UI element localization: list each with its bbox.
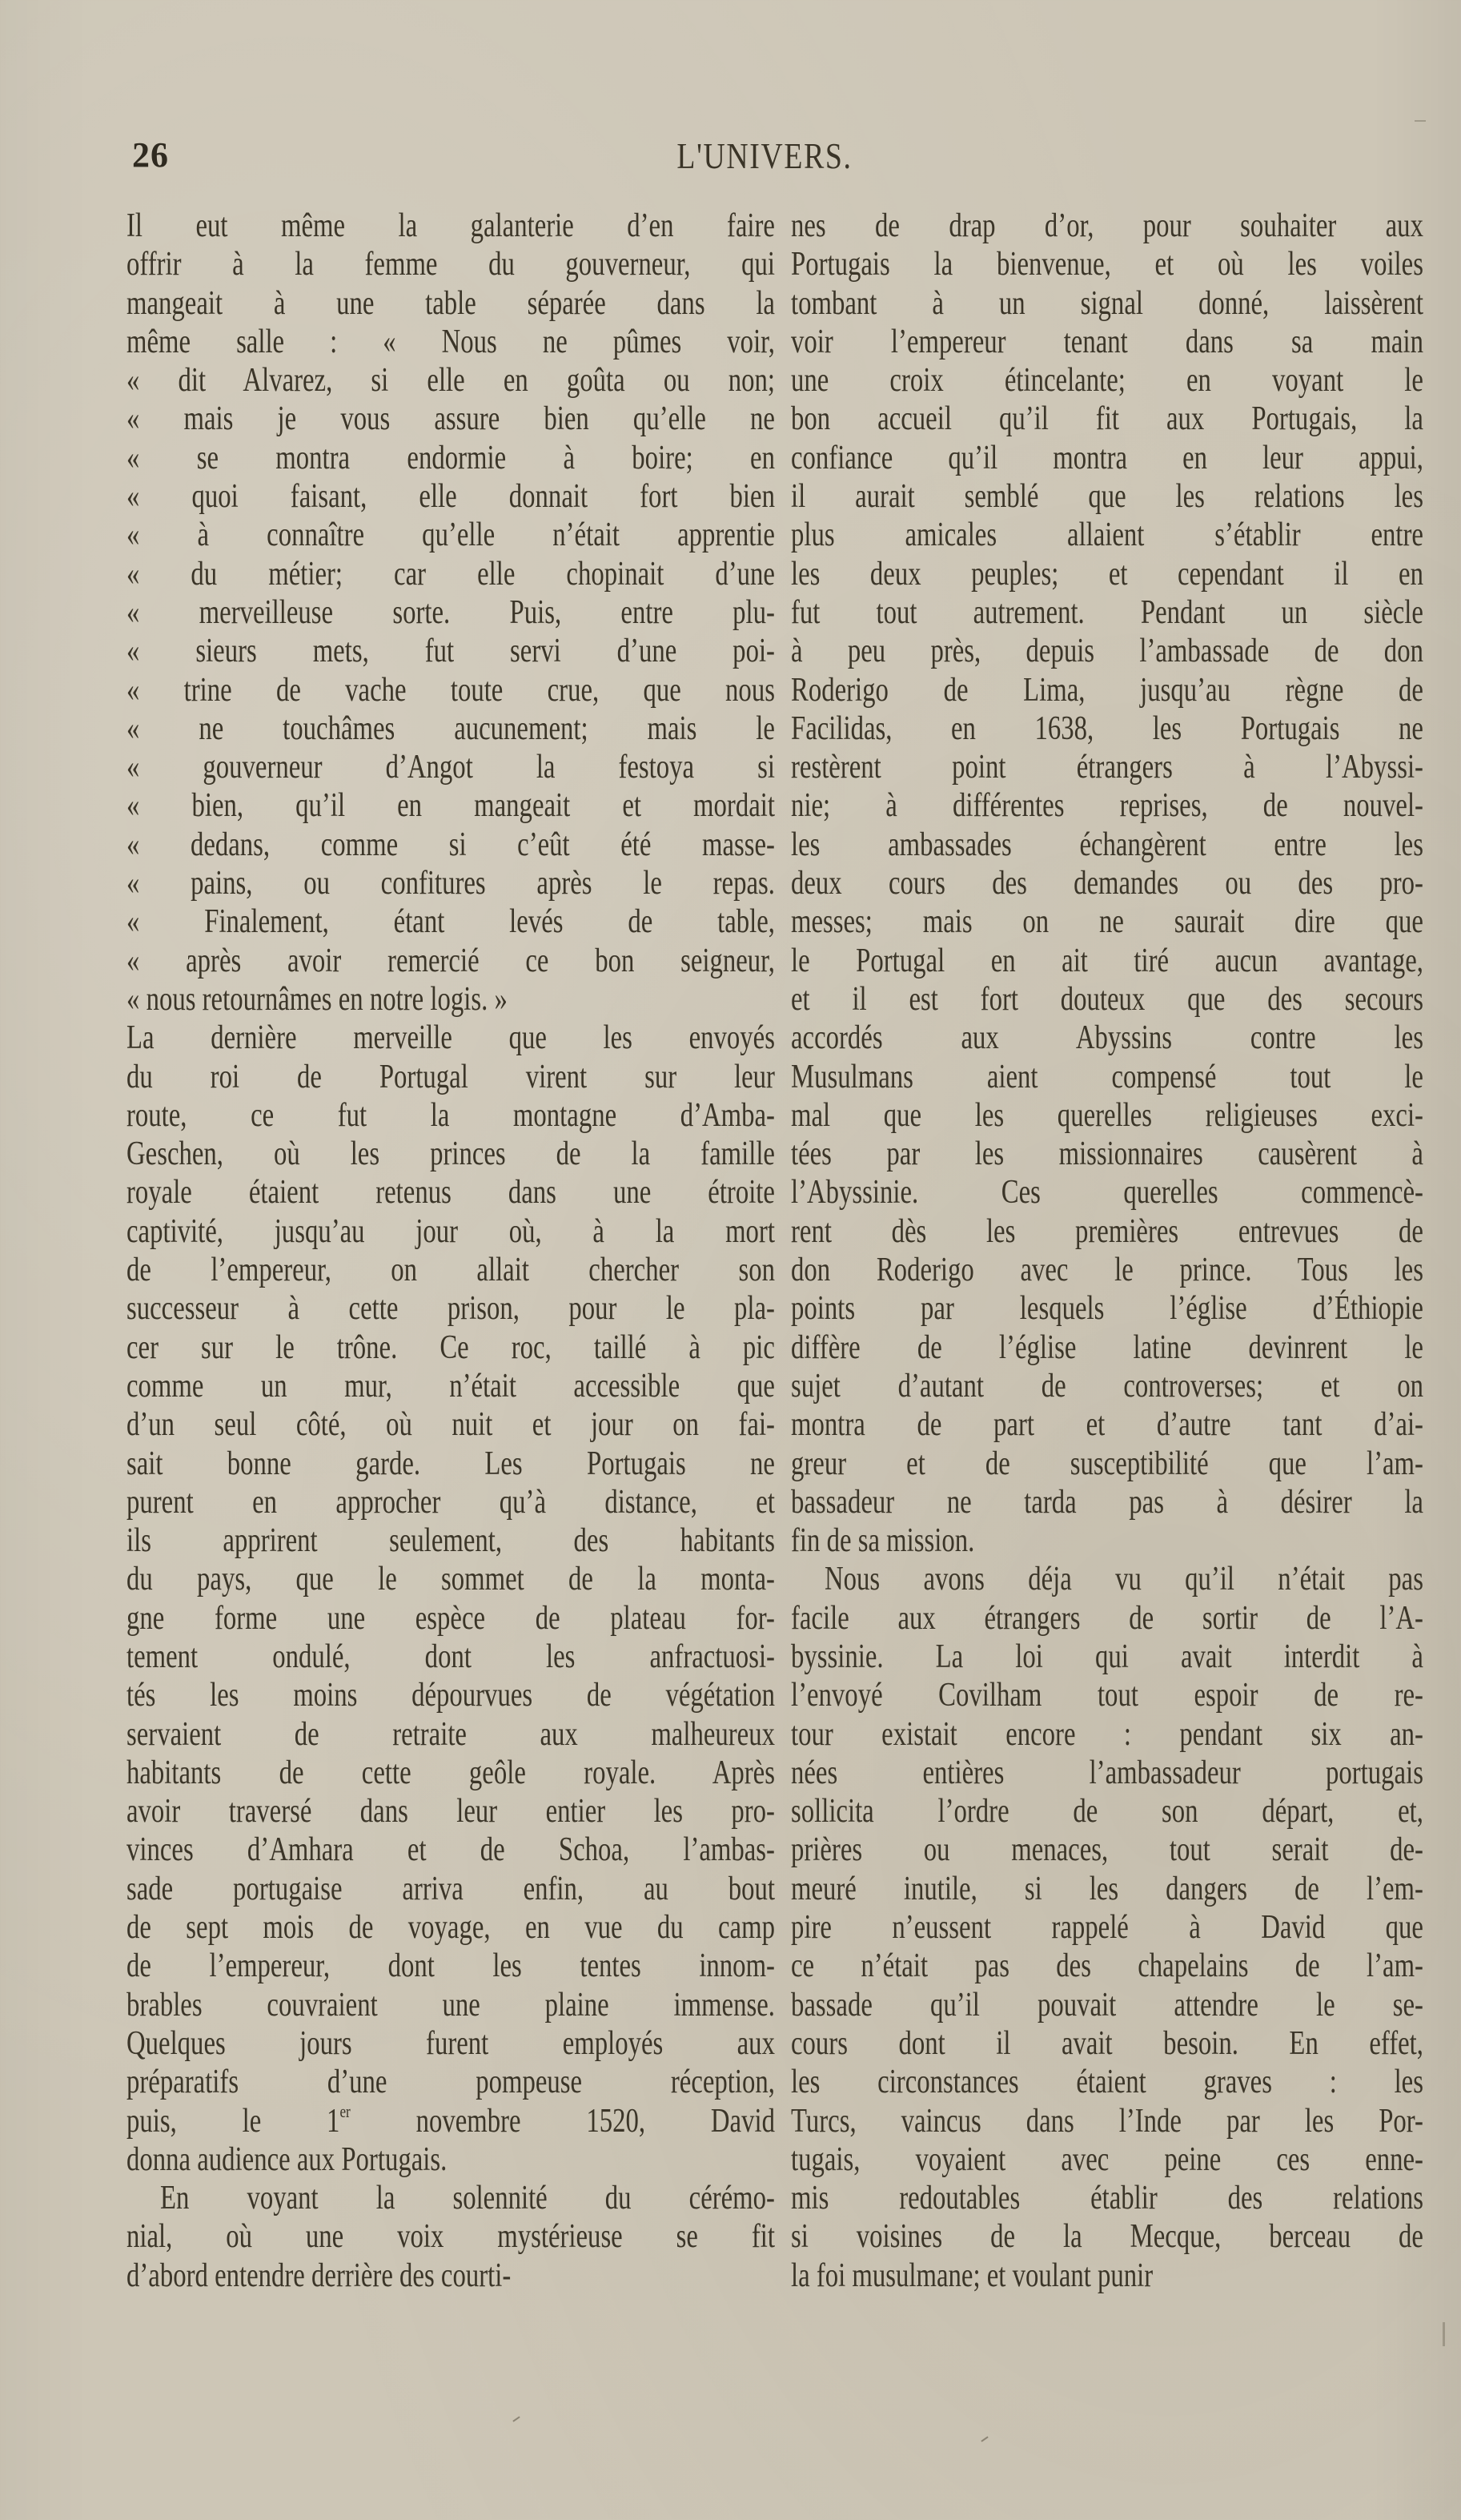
text-line <box>791 2063 1423 2101</box>
text-line <box>791 1986 1423 2024</box>
text-line <box>791 748 1423 786</box>
text-line <box>126 748 775 786</box>
text-line <box>126 2140 775 2179</box>
text-line-content: nie; à différentes reprises, de nouvel- <box>791 787 1423 825</box>
text-line-content: comme un mur, n’était accessible que <box>126 1367 775 1405</box>
text-line-content: nes de drap d’or, pour souhaiter aux <box>791 207 1423 244</box>
text-line <box>791 1096 1423 1135</box>
text-line <box>791 1289 1423 1328</box>
text-line <box>126 361 775 400</box>
running-title: L'UNIVERS. <box>676 135 853 176</box>
text-line <box>126 902 775 941</box>
text-line-content: et il est fort douteux que des secours <box>791 980 1423 1018</box>
text-line-content: tour existait encore : pendant six an- <box>791 1715 1423 1753</box>
text-line <box>791 245 1423 283</box>
text-line-content: sait bonne garde. Les Portugais ne <box>126 1445 775 1482</box>
text-line-content: Turcs, vaincus dans l’Inde par les Por- <box>791 2102 1423 2140</box>
text-line-content: « dedans, comme si c’eût été masse- <box>126 826 775 863</box>
text-line <box>126 2063 775 2101</box>
text-line <box>126 671 775 709</box>
text-line <box>791 2140 1423 2179</box>
text-line-content: rent dès les premières entrevues de <box>791 1212 1423 1250</box>
text-line <box>126 942 775 980</box>
text-line-content: l’envoyé Covilham tout espoir de re- <box>791 1677 1423 1714</box>
text-line <box>126 593 775 632</box>
text-line-content: « gouverneur d’Angot la festoya si <box>126 749 775 786</box>
text-line <box>791 439 1423 477</box>
text-line-content: route, ce fut la montagne d’Amba- <box>126 1096 775 1134</box>
text-line-content: donna audience aux Portugais. <box>126 2140 448 2178</box>
text-line <box>791 1405 1423 1444</box>
text-line-content: purent en approcher qu’à distance, et <box>126 1483 775 1521</box>
text-line <box>126 1638 775 1676</box>
text-line-content: brables couvraient une plaine immense. <box>126 1986 775 2024</box>
text-line <box>791 1947 1423 1985</box>
text-line <box>791 284 1423 323</box>
text-line <box>126 2217 775 2256</box>
text-line-content: don Roderigo avec le prince. Tous les <box>791 1252 1423 1289</box>
text-line-content: tugais, voyaient avec peine ces enne- <box>791 2140 1423 2178</box>
text-line-content: La dernière merveille que les envoyés <box>126 1019 775 1057</box>
text-line-content: « après avoir remercié ce bon seigneur, <box>126 942 775 979</box>
text-line-content: voir l’empereur tenant dans sa main <box>791 323 1423 360</box>
text-line <box>126 1908 775 1947</box>
text-line-content: Facilidas, en 1638, les Portugais ne <box>791 709 1423 747</box>
text-line-content: tés les moins dépourvues de végétation <box>126 1677 775 1714</box>
text-line <box>126 709 775 748</box>
text-line-content: restèrent point étrangers à l’Abyssi- <box>791 749 1423 786</box>
text-line <box>126 1405 775 1444</box>
text-line <box>126 1483 775 1521</box>
text-line-content: fin de sa mission. <box>791 1522 975 1560</box>
text-line <box>126 2102 775 2140</box>
text-line <box>791 1367 1423 1405</box>
text-line <box>126 1986 775 2024</box>
text-line-content: byssinie. La loi qui avait interdit à <box>791 1638 1423 1675</box>
text-line-content: bon accueil qu’il fit aux Portugais, la <box>791 400 1423 438</box>
text-line-content: confiance qu’il montra en leur appui, <box>791 439 1423 476</box>
text-line-content: l’Abyssinie. Ces querelles commencè- <box>791 1174 1423 1212</box>
running-header <box>132 135 1397 183</box>
text-line <box>791 2179 1423 2217</box>
text-line <box>791 1870 1423 1908</box>
page-edge-mark <box>1415 120 1426 122</box>
text-line-content: meuré inutile, si les dangers de l’em- <box>791 1870 1423 1907</box>
text-line <box>791 1521 1423 1560</box>
text-line <box>791 1212 1423 1251</box>
text-line <box>791 477 1423 516</box>
text-line-content: diffère de l’église latine devinrent le <box>791 1328 1423 1366</box>
text-line <box>126 1367 775 1405</box>
text-line <box>791 555 1423 593</box>
text-line-content: les deux peuples; et cependant il en <box>791 555 1423 593</box>
text-line-content: mal que les querelles religieuses exci- <box>791 1096 1423 1134</box>
text-line <box>791 1560 1423 1598</box>
text-line <box>126 1754 775 1792</box>
text-line-content: les circonstances étaient graves : les <box>791 2064 1423 2101</box>
text-line-content: « dit Alvarez, si elle en goûta ou non; <box>126 362 775 400</box>
text-line <box>126 2257 775 2295</box>
text-line <box>126 1058 775 1096</box>
text-line <box>791 709 1423 748</box>
text-line <box>791 1831 1423 1869</box>
text-line <box>791 942 1423 980</box>
text-line <box>126 1289 775 1328</box>
text-line-content: nées entières l’ambassadeur portugais <box>791 1754 1423 1791</box>
text-line-content: sollicita l’ordre de son départ, et, <box>791 1793 1423 1831</box>
text-line <box>126 864 775 902</box>
text-line <box>126 1251 775 1289</box>
text-line <box>126 1212 775 1251</box>
text-line <box>791 1676 1423 1714</box>
text-line-content: « pains, ou confitures après le repas. <box>126 865 775 902</box>
text-line-content: Portugais la bienvenue, et où les voiles <box>791 246 1423 283</box>
text-line-content: « à connaître qu’elle n’était apprentie <box>126 516 775 554</box>
text-line-content: du roi de Portugal virent sur leur <box>126 1058 775 1095</box>
text-line-content: il aurait semblé que les relations les <box>791 478 1423 516</box>
text-line <box>126 1096 775 1135</box>
text-fragment: novembre 1520, David <box>350 2102 775 2140</box>
text-line-content: à peu près, depuis l’ambassade de don <box>791 633 1423 670</box>
text-line-content: deux cours des demandes ou des pro- <box>791 865 1423 902</box>
text-line <box>126 1173 775 1212</box>
text-line <box>126 786 775 825</box>
text-line <box>126 1445 775 1483</box>
text-line <box>126 1715 775 1754</box>
right-text-column <box>791 207 1423 2295</box>
text-line-content: fut tout autrement. Pendant un siècle <box>791 593 1423 631</box>
text-line-content: Musulmans aient compensé tout le <box>791 1058 1423 1095</box>
text-line-content: nial, où une voix mystérieuse se fit <box>126 2218 775 2256</box>
text-line-content: les ambassades échangèrent entre les <box>791 826 1423 863</box>
text-line <box>791 1792 1423 1831</box>
text-line <box>126 207 775 245</box>
text-line <box>791 1715 1423 1754</box>
text-line <box>791 2257 1423 2295</box>
ink-speck <box>981 2436 988 2442</box>
text-line-content: prières ou menaces, tout serait de- <box>791 1831 1423 1869</box>
text-line <box>126 516 775 554</box>
text-line-content: de sept mois de voyage, en vue du camp <box>126 1909 775 1947</box>
text-line-content: plus amicales allaient s’établir entre <box>791 516 1423 554</box>
text-line-content: « sieurs mets, fut servi d’une poi- <box>126 633 775 670</box>
text-line-content: gne forme une espèce de plateau for- <box>126 1599 775 1637</box>
text-line-content: facile aux étrangers de sortir de l’A- <box>791 1599 1423 1637</box>
text-line <box>126 1560 775 1598</box>
text-line <box>791 2024 1423 2063</box>
text-line <box>791 1445 1423 1483</box>
text-line-content: Geschen, où les princes de la famille <box>126 1135 775 1173</box>
text-line-content: « du métier; car elle chopinait d’une <box>126 555 775 593</box>
text-line <box>126 439 775 477</box>
text-line <box>791 786 1423 825</box>
text-line-content: servaient de retraite aux malheureux <box>126 1715 775 1753</box>
text-line <box>126 1521 775 1560</box>
text-line-content: pire n’eussent rappelé à David que <box>791 1909 1423 1947</box>
text-line <box>791 1908 1423 1947</box>
text-line-content: « se montra endormie à boire; en <box>126 439 775 476</box>
text-line <box>126 400 775 438</box>
text-line-content: mis redoutables établir des relations <box>791 2180 1423 2217</box>
text-line <box>126 1870 775 1908</box>
text-line <box>126 2024 775 2063</box>
text-line <box>791 1135 1423 1173</box>
text-line <box>126 555 775 593</box>
text-line-content: « merveilleuse sorte. Puis, entre plu- <box>126 593 775 631</box>
text-line <box>126 980 775 1019</box>
text-line <box>126 1676 775 1714</box>
text-line <box>791 826 1423 864</box>
text-line-content: En voyant la solennité du cérémo- <box>160 2180 775 2217</box>
text-line-content: si voisines de la Mecque, berceau de <box>791 2218 1423 2256</box>
text-line-content: cer sur le trône. Ce roc, taillé à pic <box>126 1328 775 1366</box>
text-line-content: sujet d’autant de controverses; et on <box>791 1367 1423 1405</box>
text-line <box>791 980 1423 1019</box>
text-line <box>791 593 1423 632</box>
text-line <box>791 207 1423 245</box>
text-line-content: vinces d’Amhara et de Schoa, l’ambas- <box>126 1831 775 1869</box>
text-line-content: du pays, que le sommet de la monta- <box>126 1561 775 1598</box>
text-line-content: bassade qu’il pouvait attendre le se- <box>791 1986 1423 2024</box>
text-line-content: royale étaient retenus dans une étroite <box>126 1174 775 1212</box>
text-line-content: une croix étincelante; en voyant le <box>791 362 1423 400</box>
text-line-content: de l’empereur, on allait chercher son <box>126 1252 775 1289</box>
text-line <box>791 1019 1423 1057</box>
text-line <box>791 671 1423 709</box>
text-line <box>791 902 1423 941</box>
text-line-content: greur et de susceptibilité que l’am- <box>791 1445 1423 1482</box>
text-line <box>791 516 1423 554</box>
text-line-content: montra de part et d’autre tant d’ai- <box>791 1406 1423 1444</box>
text-line-content: d’abord entendre derrière des courti- <box>126 2257 512 2294</box>
text-line-content: cours dont il avait besoin. En effet, <box>791 2024 1423 2062</box>
text-line <box>791 632 1423 670</box>
text-line <box>791 2217 1423 2256</box>
text-line-content: messes; mais on ne saurait dire que <box>791 903 1423 941</box>
text-line <box>791 1251 1423 1289</box>
text-line <box>126 284 775 323</box>
text-line-content: « mais je vous assure bien qu’elle ne <box>126 400 775 438</box>
text-line <box>791 1058 1423 1096</box>
text-line-content: Il eut même la galanterie d’en faire <box>126 207 775 244</box>
text-line <box>126 323 775 361</box>
text-line <box>126 1947 775 1985</box>
text-line-content: Nous avons déja vu qu’il n’était pas <box>825 1561 1423 1598</box>
text-line-content: la foi musulmane; et voulant punir <box>791 2257 1154 2294</box>
text-line-content: ils apprirent seulement, des habitants <box>126 1522 775 1560</box>
text-line-content: « quoi faisant, elle donnait fort bien <box>126 478 775 516</box>
text-line <box>791 361 1423 400</box>
text-line-content: préparatifs d’une pompeuse réception, <box>126 2064 775 2101</box>
text-line-content: d’un seul côté, où nuit et jour on fai- <box>126 1406 775 1444</box>
text-line <box>126 1328 775 1367</box>
text-line-content: offrir à la femme du gouverneur, qui <box>126 246 775 283</box>
text-line-content: tées par les missionnaires causèrent à <box>791 1135 1423 1173</box>
text-line-content: accordés aux Abyssins contre les <box>791 1019 1423 1057</box>
text-line-content: successeur à cette prison, pour le pla- <box>126 1290 775 1328</box>
text-line-content: « nous retournâmes en notre logis. » <box>126 980 508 1018</box>
text-line-content: bassadeur ne tarda pas à désirer la <box>791 1483 1423 1521</box>
text-line-content: Quelques jours furent employés aux <box>126 2024 775 2062</box>
text-line <box>126 826 775 864</box>
text-line <box>126 2179 775 2217</box>
text-line-content: avoir traversé dans leur entier les pro- <box>126 1793 775 1831</box>
text-line <box>791 864 1423 902</box>
text-line-content: sade portugaise arriva enfin, au bout <box>126 1870 775 1907</box>
text-line-content <box>126 2102 775 2140</box>
text-line-content: ce n’était pas des chapelains de l’am- <box>791 1947 1423 1985</box>
text-line <box>791 1754 1423 1792</box>
ordinal-superscript: er <box>339 2100 351 2121</box>
text-line-content: tombant à un signal donné, laissèrent <box>791 284 1423 322</box>
left-text-column <box>126 207 775 2295</box>
text-line-content: « Finalement, étant levés de table, <box>126 903 775 941</box>
text-line <box>126 1792 775 1831</box>
text-line-content: « trine de vache toute crue, que nous <box>126 671 775 709</box>
text-line-content: le Portugal en ait tiré aucun avantage, <box>791 942 1423 979</box>
text-line-content: « bien, qu’il en mangeait et mordait <box>126 787 775 825</box>
text-line <box>791 1173 1423 1212</box>
text-line-content: mangeait à une table séparée dans la <box>126 284 775 322</box>
text-line <box>791 2102 1423 2140</box>
text-line-content: captivité, jusqu’au jour où, à la mort <box>126 1212 775 1250</box>
text-line <box>126 1831 775 1869</box>
text-line-content: même salle : « Nous ne pûmes voir, <box>126 323 775 360</box>
text-line-content: habitants de cette geôle royale. Après <box>126 1754 775 1791</box>
text-line-content: points par lesquels l’église d’Éthiopie <box>791 1290 1423 1328</box>
text-line <box>791 1328 1423 1367</box>
text-line <box>791 1638 1423 1676</box>
text-fragment: puis, le 1 <box>126 2102 340 2140</box>
text-line <box>126 245 775 283</box>
page-number: 26 <box>132 135 169 175</box>
ink-speck <box>512 2416 520 2422</box>
text-line <box>126 1135 775 1173</box>
text-line <box>791 1483 1423 1521</box>
text-line-content: de l’empereur, dont les tentes innom- <box>126 1947 775 1985</box>
text-line-content: Roderigo de Lima, jusqu’au règne de <box>791 671 1423 709</box>
text-line <box>791 1599 1423 1638</box>
text-line <box>126 477 775 516</box>
text-line-content: « ne touchâmes aucunement; mais le <box>126 709 775 747</box>
page-edge-mark <box>1443 2322 1445 2346</box>
text-line <box>791 400 1423 438</box>
text-line <box>126 1599 775 1638</box>
text-line <box>126 1019 775 1057</box>
text-line-content: tement ondulé, dont les anfractuosi- <box>126 1638 775 1675</box>
text-line <box>791 323 1423 361</box>
text-line <box>126 632 775 670</box>
